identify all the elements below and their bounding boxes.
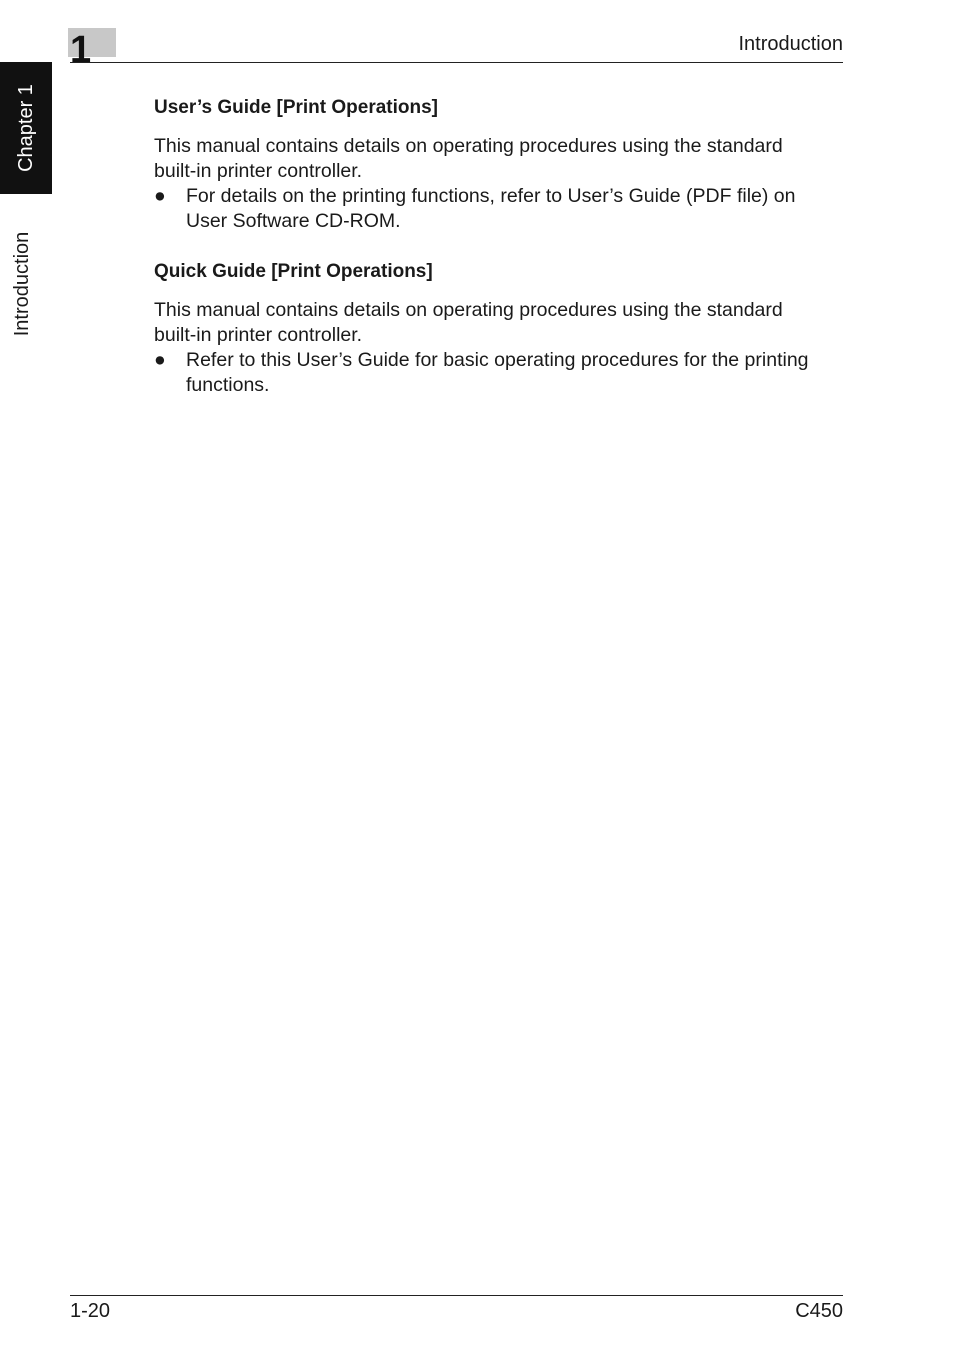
bullet-item xyxy=(154,348,844,398)
section-side-tab-label: Introduction xyxy=(11,231,33,337)
chapter-side-tab-label: Chapter 1 xyxy=(15,84,37,172)
chapter-number: 1 xyxy=(70,29,92,71)
header-divider xyxy=(70,62,843,63)
bullet-line: For details on the printing functions, refer to User’s Guide (PDF file) on xyxy=(186,185,796,207)
section-heading: User’s Guide [Print Operations] xyxy=(154,97,438,118)
paragraph-line: built-in printer controller. xyxy=(154,324,363,346)
model-name: C450 xyxy=(795,1300,843,1322)
bullet-line: Refer to this User’s Guide for basic operating procedures for the printing xyxy=(186,349,809,371)
paragraph-line: This manual contains details on operating procedures using the standard xyxy=(154,135,783,157)
bullet-line: User Software CD-ROM. xyxy=(186,210,401,232)
bullet-icon: ● xyxy=(154,185,166,207)
main-content xyxy=(154,96,844,424)
page-number: 1-20 xyxy=(70,1300,111,1322)
paragraph-line: built-in printer controller. xyxy=(154,160,363,182)
running-header-title: Introduction xyxy=(738,33,843,55)
bullet-item xyxy=(154,184,844,234)
section-paragraph xyxy=(154,298,844,348)
section-quick-guide xyxy=(154,260,844,398)
bullet-icon: ● xyxy=(154,349,166,371)
footer-divider xyxy=(70,1295,843,1296)
section-paragraph xyxy=(154,134,844,184)
section-users-guide xyxy=(154,96,844,234)
bullet-line: functions. xyxy=(186,374,270,396)
paragraph-line: This manual contains details on operating procedures using the standard xyxy=(154,299,783,321)
section-heading: Quick Guide [Print Operations] xyxy=(154,261,433,282)
